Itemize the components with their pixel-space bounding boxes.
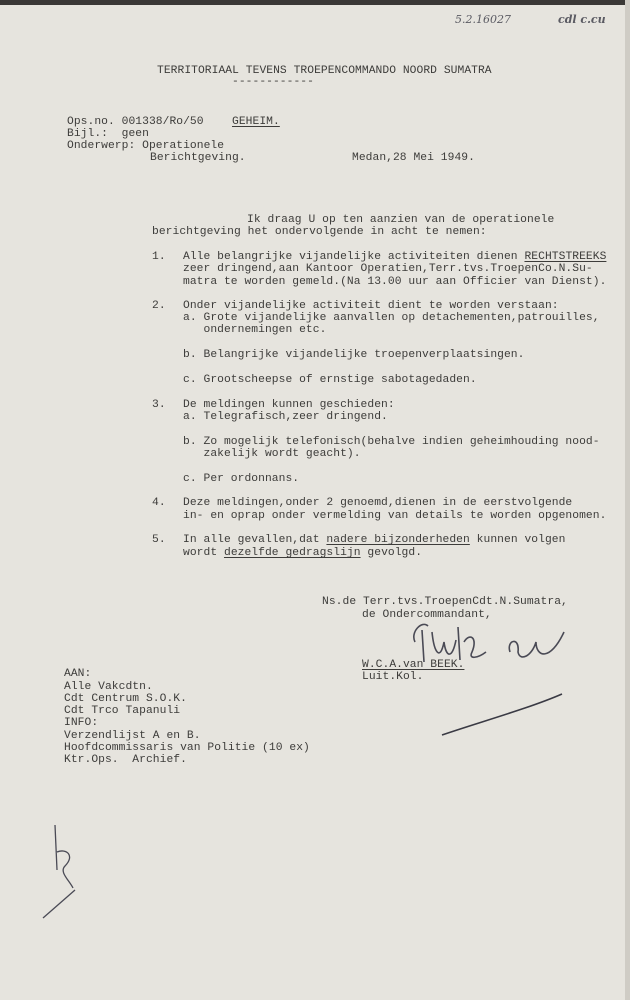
distribution-line: Verzendlijst A en B. <box>64 730 201 742</box>
distribution-line: Alle Vakcdtn. <box>64 681 153 693</box>
distribution-line: Cdt Trco Tapanuli <box>64 705 181 717</box>
signatory-rank: Luit.Kol. <box>362 671 424 683</box>
item-number: 3. <box>152 399 166 411</box>
sub-item-cont: ondernemingen etc. <box>183 324 327 336</box>
distribution-line: INFO: <box>64 717 99 729</box>
item-text: In alle gevallen,dat <box>183 534 327 546</box>
letterhead-title: TERRITORIAAL TEVENS TROEPENCOMMANDO NOORD SUMATRA <box>157 65 492 77</box>
item-line: Deze meldingen,onder 2 genoemd,dienen in de eerstvolgende <box>183 497 573 509</box>
item-line <box>183 534 565 546</box>
sub-item: b. Zo mogelijk telefonisch(behalve indien geheimhouding nood- <box>183 436 600 448</box>
place-date: Medan,28 Mei 1949. <box>352 152 475 164</box>
item-line: in- en oprap onder vermelding van details te worden opgenomen. <box>183 510 607 522</box>
item-text: Alle belangrijke vijandelijke activiteiten dienen <box>183 251 525 263</box>
item-text: kunnen volgen <box>469 534 566 546</box>
signature-line: Ns.de Terr.tvs.TroepenCdt.N.Sumatra, <box>322 596 568 608</box>
item-line: Onder vijandelijke activiteit dient te worden verstaan: <box>183 300 559 312</box>
subject-cont: Berichtgeving. <box>150 152 246 164</box>
item-line: De meldingen kunnen geschieden: <box>183 399 395 411</box>
page-edge <box>625 0 630 1000</box>
classification: GEHEIM. <box>232 116 280 128</box>
signatory-name: W.C.A.van BEEK. <box>362 659 465 671</box>
pen-stroke <box>420 690 580 750</box>
item-line <box>183 251 606 263</box>
intro-line: Ik draag U op ten aanzien van de operationele <box>247 214 555 226</box>
distribution-line: AAN: <box>64 668 92 680</box>
signature-line: de Ondercommandant, <box>362 609 492 621</box>
sub-item: a. Grote vijandelijke aanvallen op detachementen,patrouilles, <box>183 312 600 324</box>
item-number: 1. <box>152 251 166 263</box>
item-number: 5. <box>152 534 166 546</box>
sub-item: c. Grootscheepse of ernstige sabotagedaden. <box>183 374 477 386</box>
distribution-line: Ktr.Ops. Archief. <box>64 754 187 766</box>
item-line <box>183 547 422 559</box>
sub-item: a. Telegrafisch,zeer dringend. <box>183 411 388 423</box>
underlined-text: nadere bijzonderheden <box>326 534 470 546</box>
item-number: 4. <box>152 497 166 509</box>
sub-item: b. Belangrijke vijandelijke troepenverplaatsingen. <box>183 349 525 361</box>
item-number: 2. <box>152 300 166 312</box>
emphasis-text: RECHTSTREEKS <box>524 251 607 263</box>
sub-item-cont: zakelijk wordt geacht). <box>183 448 361 460</box>
item-text: gevolgd. <box>360 547 423 559</box>
item-text: wordt <box>183 547 224 559</box>
letterhead-rule: ------------ <box>232 76 314 88</box>
attachments: Bijl.: geen <box>67 128 149 140</box>
distribution-line: Cdt Centrum S.O.K. <box>64 693 187 705</box>
corner-note: cdl c.cu <box>558 13 606 26</box>
item-line: matra te worden gemeld.(Na 13.00 uur aan Officier van Dienst). <box>183 276 607 288</box>
underlined-text: dezelfde gedragslijn <box>223 547 361 559</box>
sub-item: c. Per ordonnans. <box>183 473 300 485</box>
archive-number: 5.2.16027 <box>455 13 511 26</box>
distribution-line: Hoofdcommissaris van Politie (10 ex) <box>64 742 310 754</box>
ops-number: Ops.no. 001338/Ro/50 <box>67 116 204 128</box>
intro-line: berichtgeving het ondervolgende in acht te nemen: <box>152 226 487 238</box>
item-line: zeer dringend,aan Kantoor Operatien,Terr.tvs.TroepenCo.N.Su- <box>183 263 593 275</box>
handwritten-mark <box>35 820 95 930</box>
subject: Onderwerp: Operationele <box>67 140 225 152</box>
